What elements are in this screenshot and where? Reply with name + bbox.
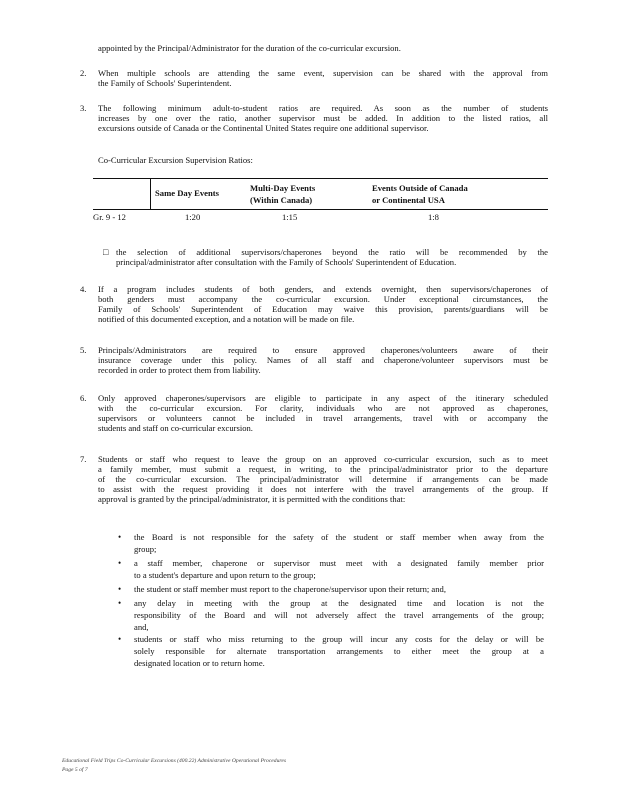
item-4-line: Family of Schools' Superintendent of Education may waive this provision, parents/guardians will be (98, 304, 548, 314)
item-5-line: Principals/Administrators are required to ensure approved chaperones/volunteers aware of their (98, 345, 548, 355)
table-header-cell: Same Day Events (155, 188, 219, 198)
item-2-line: the Family of Schools' Superintendent. (98, 78, 232, 88)
item-2-number: 2. (80, 68, 87, 78)
condition-line: students or staff who miss returning to the group will incur any costs for the delay or will be (134, 634, 544, 644)
condition-bullet-icon: • (118, 584, 122, 594)
condition-line: designated location or to return home. (134, 658, 265, 668)
condition-line: group; (134, 544, 157, 554)
condition-bullet-icon: • (118, 532, 122, 542)
intro-line: appointed by the Principal/Administrator for the duration of the co-curricular excursion. (98, 43, 401, 53)
table-header-cell: (Within Canada) (250, 195, 313, 205)
item-7-line: approval is granted by the principal/administrator, it is permitted with the conditions that: (98, 494, 406, 504)
table-col-divider (150, 178, 151, 209)
condition-bullet-icon: • (118, 558, 122, 568)
table-row-label: Gr. 9 - 12 (93, 212, 126, 222)
table-header-cell: Events Outside of Canada (372, 183, 468, 193)
item-4-line: notified of this documented exception, and a notation will be made on file. (98, 314, 355, 324)
condition-line: a staff member, chaperone or supervisor must meet with a designated family member prior (134, 558, 544, 568)
condition-line: and, (134, 622, 149, 632)
table-cell-value: 1:8 (428, 212, 439, 222)
table-cell-value: 1:15 (282, 212, 298, 222)
table-header-rule (93, 209, 548, 210)
item-5-line: recorded in order to protect them from liability. (98, 365, 261, 375)
condition-line: any delay in meeting with the group at the designated time and location is not the (134, 598, 544, 608)
item-5-number: 5. (80, 345, 87, 355)
item-4-line: both genders must accompany the co-curricular excursion. Under exceptional circumstances, the (98, 294, 548, 304)
item-7-line: Students or staff who request to leave the group on an approved co-curricular excursion, such as to meet (98, 454, 548, 464)
item-5-line: insurance coverage under this policy. Names of all staff and chaperone/volunteer supervisors must be (98, 355, 548, 365)
condition-bullet-icon: • (118, 598, 122, 608)
note-bullet-icon: □ (103, 247, 109, 257)
item-4-line: If a program includes students of both genders, and extends overnight, then supervisors/chaperones of (98, 284, 548, 294)
item-6-number: 6. (80, 393, 87, 403)
table-header-cell: or Continental USA (372, 195, 445, 205)
table-cell-value: 1:20 (185, 212, 201, 222)
table-top-rule (93, 178, 548, 179)
item-7-line: a family member, must submit a request, in writing, to the principal/administrator prior to the departure (98, 464, 548, 474)
item-3-line: increases by one over the ratio, another supervisor must be added. In addition to the listed ratios, all (98, 113, 548, 123)
item-3-number: 3. (80, 103, 87, 113)
item-6-line: Only approved chaperones/supervisors are eligible to participate in any aspect of the itinerary scheduled (98, 393, 548, 403)
ratio-table-title: Co-Curricular Excursion Supervision Ratios: (98, 155, 253, 165)
condition-line: to a student's departure and upon return to the group; (134, 570, 316, 580)
item-6-line: with the co-curricular excursion. For clarity, individuals who are not approved as chaperones, (98, 403, 548, 413)
item-7-line: to assist with the request providing it does not interfere with the travel arrangements of the group. If (98, 484, 548, 494)
table-header-cell: Multi-Day Events (250, 183, 316, 193)
condition-line: the student or staff member must report to the chaperone/supervisor upon their return; and, (134, 584, 446, 594)
item-4-number: 4. (80, 284, 87, 294)
footer-page-number: Page 5 of 7 (62, 767, 88, 773)
condition-bullet-icon: • (118, 634, 122, 644)
ratio-note-line: the selection of additional supervisors/chaperones beyond the ratio will be recommended by the (116, 247, 548, 257)
footer-title: Educational Field Trips Co-Curricular Excursions (400.22) Administrative Operational Procedures (62, 758, 286, 764)
condition-line: the Board is not responsible for the safety of the student or staff member when away from the (134, 532, 544, 542)
item-6-line: students and staff on co-curricular excursion. (98, 423, 253, 433)
item-7-line: of the co-curricular excursion. The principal/administrator will determine if arrangements can be made (98, 474, 548, 484)
item-3-line: The following minimum adult-to-student ratios are required. As soon as the number of students (98, 103, 548, 113)
ratio-note-line: principal/administrator after consultation with the Family of Schools' Superintendent of Education. (116, 257, 457, 267)
item-7-number: 7. (80, 454, 87, 464)
item-3-line: excursions outside of Canada or the Continental United States require one additional supervisor. (98, 123, 429, 133)
item-2-line: When multiple schools are attending the same event, supervision can be shared with the approval from (98, 68, 548, 78)
condition-line: solely responsible for alternate transportation arrangements to either meet the group at a (134, 646, 544, 656)
item-6-line: supervisors or volunteers cannot be included in travel arrangements, travel with or accompany the (98, 413, 548, 423)
condition-line: responsibility of the Board and will not adversely affect the travel arrangements of the group; (134, 610, 544, 620)
